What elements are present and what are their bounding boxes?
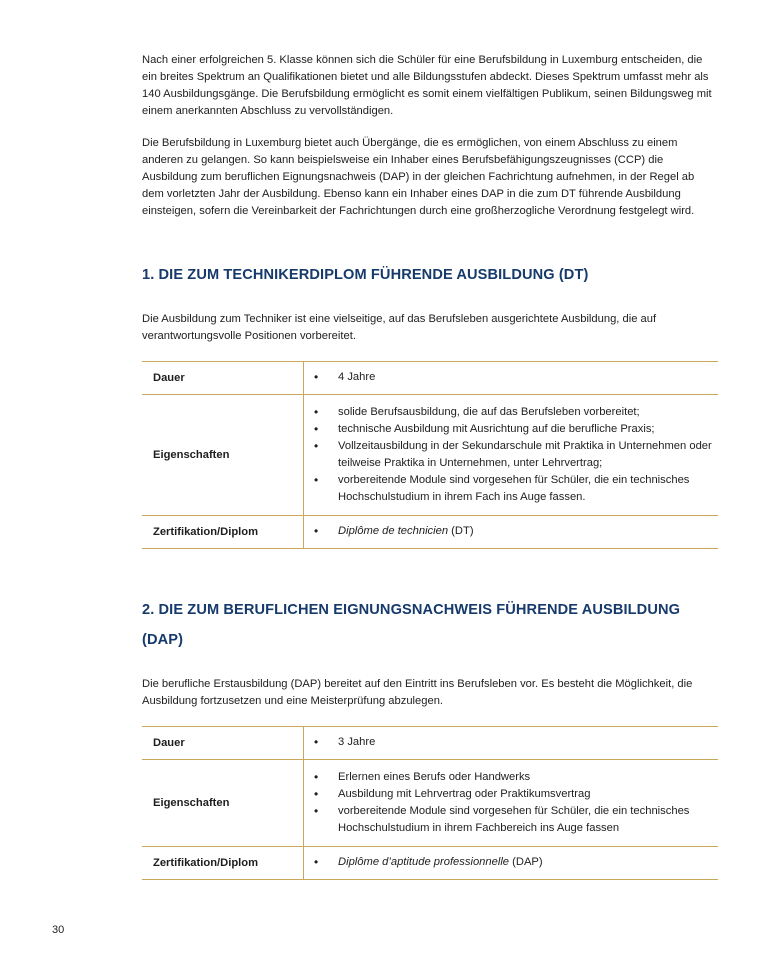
table-row-properties <box>142 395 718 516</box>
duration-value: • 3 Jahre <box>314 734 718 751</box>
section-dt-description: Die Ausbildung zum Techniker ist eine vielseitige, auf das Berufsleben ausgerichtete Ausbildung, die auf verantwortungsvolle Positionen vorbereitet. <box>142 313 657 342</box>
properties-label: Eigenschaften <box>142 760 304 847</box>
table-row-certification <box>142 847 718 880</box>
certification-list <box>314 854 718 871</box>
section-dap-table <box>142 726 718 880</box>
certification-title: Diplôme d’aptitude professionnelle <box>338 856 510 868</box>
certification-value <box>314 523 718 540</box>
certification-label: Zertifikation/Diplom <box>142 847 304 880</box>
section-dap-heading: 2. DIE ZUM BERUFLICHEN EIGNUNGSNACHWEIS FÜHRENDE AUSBILDUNG (DAP) <box>142 602 681 648</box>
list-item: • Vollzeitausbildung in der Sekundarschule mit Praktika in Unternehmen oder teilweise Praktika in Unternehmen, unter Lehrvertrag; <box>314 438 718 472</box>
duration-list <box>314 369 718 386</box>
duration-label: Dauer <box>142 362 304 395</box>
certification-list <box>314 523 718 540</box>
table-row-duration <box>142 362 718 395</box>
list-item: • vorbereitende Module sind vorgesehen für Schüler, die ein technisches Hochschulstudium in ihrem Fach ins Auge fassen. <box>314 472 718 506</box>
properties-list <box>314 404 718 506</box>
certification-value <box>314 854 718 871</box>
certification-title: Diplôme de technicien <box>338 525 449 537</box>
intro-paragraph-2: Die Berufsbildung in Luxemburg bietet auch Übergänge, die es ermöglichen, von einem Abschluss zu einem anderen zu gelangen. So kann beispielsweise ein Inhaber eines Berufsbefähigungszeugnisses (CCP) die Ausbildung zum beruflichen Eignungsnachweis (DAP) in der gleichen Fachrichtung aufnehmen, in der Regel ab dem vorletzten Jahr der Ausbildung. Ebenso kann ein Inhaber eines DAP in die zum DT führende Ausbildung einsteigen, sofern die Vereinbarkeit der Fachrichtungen durch eine großherzogliche Verordnung festgelegt wird. <box>142 137 695 217</box>
list-item: • Ausbildung mit Lehrvertrag oder Praktikumsvertrag <box>314 786 718 803</box>
list-item: • Erlernen eines Berufs oder Handwerks <box>314 769 718 786</box>
section-dt-heading: 1. DIE ZUM TECHNIKERDIPLOM FÜHRENDE AUSBILDUNG (DT) <box>142 267 589 283</box>
section-dt-table <box>142 361 718 549</box>
section-dap-description: Die berufliche Erstausbildung (DAP) bereitet auf den Eintritt ins Berufsleben vor. Es besteht die Möglichkeit, die Ausbildung fortzusetzen und eine Meisterprüfung abzulegen. <box>142 678 693 707</box>
table-row-properties <box>142 760 718 847</box>
certification-abbr: (DAP) <box>509 856 543 868</box>
intro-paragraph-1: Nach einer erfolgreichen 5. Klasse können sich die Schüler für eine Berufsbildung in Luxemburg entscheiden, die ein breites Spektrum an Qualifikationen bietet und alle Bildungsstufen abdeckt. Dieses Spektrum umfasst mehr als 140 Ausbildungsgänge. Die Berufsbildung ermöglicht es somit einem vielfältigen Publikum, seinen Bildungsweg mit einem anerkannten Abschluss zu vervollständigen. <box>142 54 712 117</box>
table-row-duration <box>142 727 718 760</box>
properties-list <box>314 769 718 837</box>
list-item: • solide Berufsausbildung, die auf das Berufsleben vorbereitet; <box>314 404 718 421</box>
list-item: • vorbereitende Module sind vorgesehen für Schüler, die ein technisches Hochschulstudium in ihrem Fachbereich ins Auge fassen <box>314 803 718 837</box>
table-row-certification <box>142 516 718 549</box>
duration-label: Dauer <box>142 727 304 760</box>
duration-value: • 4 Jahre <box>314 369 718 386</box>
list-item: • technische Ausbildung mit Ausrichtung auf die berufliche Praxis; <box>314 421 718 438</box>
certification-abbr: (DT) <box>448 525 474 537</box>
page-number: 30 <box>52 924 65 936</box>
properties-label: Eigenschaften <box>142 395 304 516</box>
certification-label: Zertifikation/Diplom <box>142 516 304 549</box>
page-content <box>142 52 718 880</box>
duration-list <box>314 734 718 751</box>
